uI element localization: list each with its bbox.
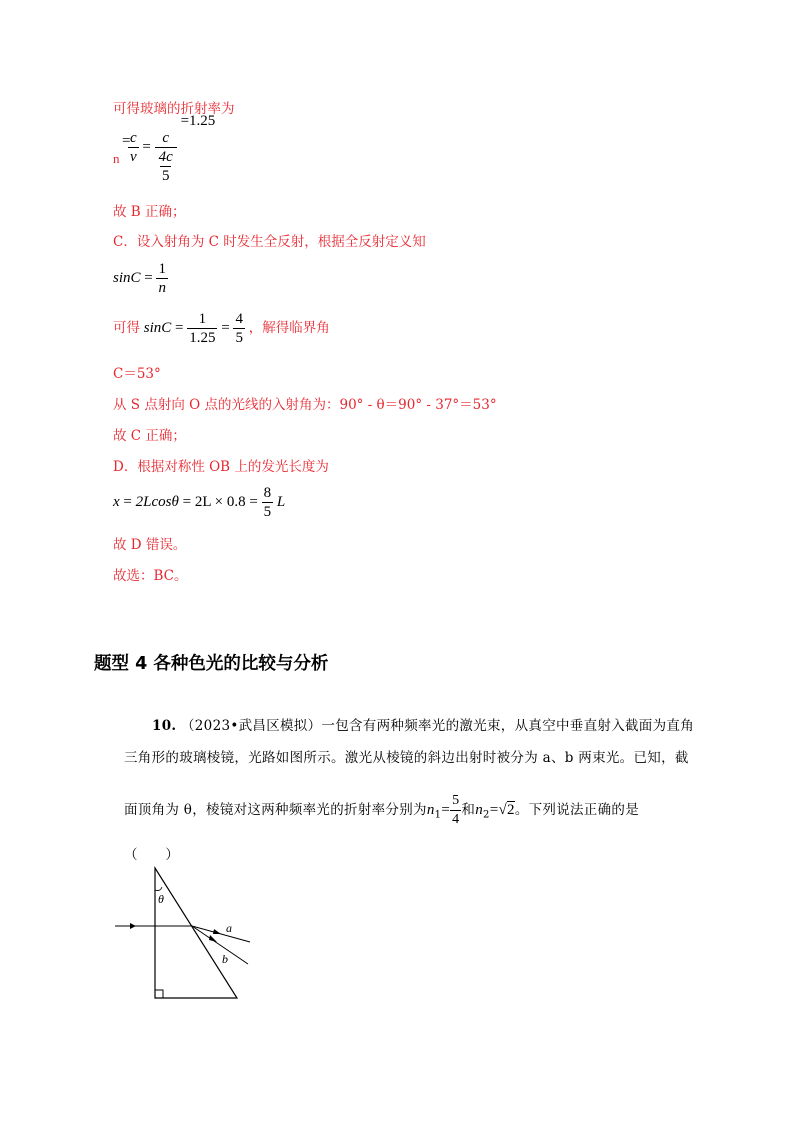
prism-triangle [155, 868, 237, 998]
s-ray-angle-line: 从 S 点射向 O 点的光线的入射角为：90° - θ＝90° - 37°＝53° [113, 397, 497, 413]
ray-a-arrow [213, 929, 221, 934]
c-intro-line: C．设入射角为 C 时发生全反射，根据全反射定义知 [113, 234, 426, 250]
ray-b-arrow [209, 935, 217, 942]
c-correct-line: 故 C 正确； [113, 428, 186, 444]
refractive-index-fraction: $\frac{c}{v}$ = $\frac{c}{\frac{4c}{5}}$ =1.25 [130, 112, 216, 184]
section-title: 题型 4 各种色光的比较与分析 [94, 654, 329, 674]
prism-diagram [110, 860, 260, 1005]
ray-b [192, 926, 248, 964]
sinc-equation: sinC = $\frac{1}{n}$ [113, 261, 166, 296]
angle-arc [155, 887, 162, 891]
answer-paren: （ ） [124, 847, 180, 863]
incident-arrow [130, 923, 136, 929]
answer-line: 故选：BC。 [113, 568, 188, 584]
right-angle-marker [155, 990, 163, 998]
critical-angle-value: C＝53° [113, 366, 161, 382]
d-intro-line: D．根据对称性 OB 上的发光长度为 [113, 459, 329, 475]
d-wrong-line: 故 D 错误。 [113, 537, 187, 553]
refraction-intro-line: 可得玻璃的折射率为 [113, 101, 235, 117]
sinc-value-equation: 可得 sinC = $\frac{1}{1.25}$ = $\frac{4}{5}$ ，解得临界角 [113, 311, 330, 346]
question-number: 10. [152, 718, 177, 734]
ray-b-label: b [222, 952, 228, 966]
length-equation: x = 2Lcosθ = 2L × 0.8 = $\frac{8}{5}$ L [113, 485, 286, 520]
question-line-1: 10. （2023•武昌区模拟）一包含有两种频率光的激光束，从真空中垂直射入截面为直角 [152, 718, 695, 734]
b-correct-line: 故 B 正确； [113, 204, 186, 220]
question-line-3: 面顶角为 θ，棱镜对这两种频率光的折射率分别为$n_1=$ $\frac{5}{4}$ 和$n_2=√2$。下列说法正确的是 [124, 793, 640, 827]
n-symbol: n [113, 151, 120, 166]
theta-label: θ [158, 892, 164, 906]
question-line-2: 三角形的玻璃棱镜，光路如图所示。激光从棱镜的斜边出射时被分为 a、b 两束光。已知，截 [124, 750, 689, 766]
ray-a-label: a [226, 921, 232, 935]
